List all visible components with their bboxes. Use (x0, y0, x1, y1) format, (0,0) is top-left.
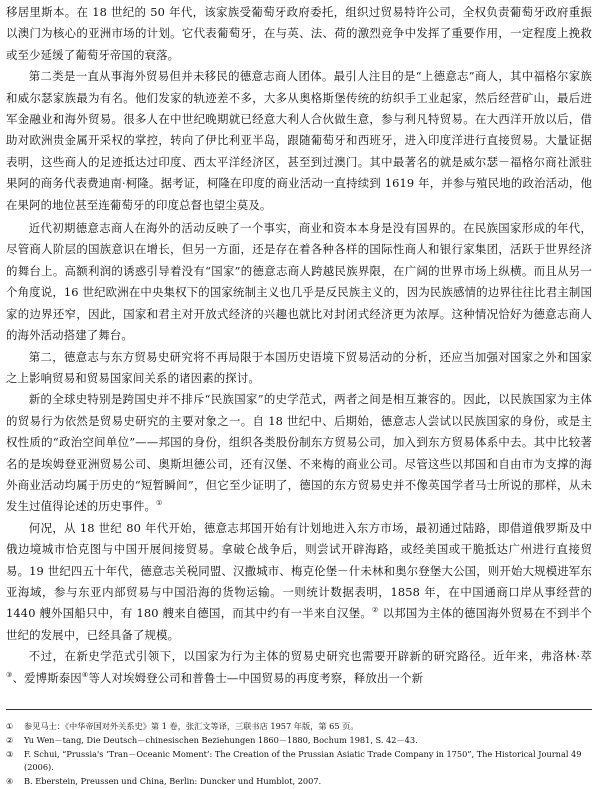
paragraph-1-text: 移居里斯本。在 18 世纪的 50 年代，该家族受葡萄牙政府委托，组织过贸易特许公司，全权负责葡萄牙政府重振以澳门为核心的亚洲市场的计划。它代表葡萄牙，在与英、法、荷的激烈竞争中发挥了重要作用，一定程度上挽救或至少延缓了葡萄牙帝国的衰落。 (6, 5, 592, 62)
footnote-separator (6, 709, 592, 710)
paragraph-7-text: 不过，在新史学范式引领下，以国家为行为主体的贸易史研究也需要开辟新的研究路径。近年来，弗洛林·萃 (28, 649, 592, 664)
paragraph-7 (6, 646, 592, 689)
footnote-1-mark: ① (6, 721, 14, 731)
paragraph-3-text: 近代初期德意志商人在海外的活动反映了一个事实，商业和资本本身是没有国界的。在民族国家形成的年代，尽管商人阶层的国族意识在增长，但另一方面，还是存在着各种各样的国际性商人和银行家集团，活跃于世界经济的舞台上。高额利润的诱惑引导着没有“国家”的德意志商人跨越民族界限，在广阔的世界市场上纵横。而且从另一个角度说，16 世纪欧洲在中央集权下的国家统制主义也几乎是反民族主义的，因为民族感情的边界往往比君主制国家的边界还窄，因此，国家和君主对开放式经济的兴趣也就比对封闭式经济更为浓厚。这种情况恰好为德意志商人的海外活动搭建了舞台。 (6, 221, 592, 343)
footnote-ref-4[interactable]: ④ (81, 669, 89, 679)
paragraph-5-text: 新的全球史特别是跨国史并不排斥“民族国家”的史学范式，两者之间是相互兼容的。因此，以民族国家为主体的贸易行为依然是贸易史研究的主要对象之一。自 18 世纪中、后期始，德意志人尝试以民族国家的身份，或是主权性质的“政治空间单位”——邦国的身份，组织各类股份制东方贸易公司，加入到东方贸易体系中去。其中比较著名的是埃姆登亚洲贸易公司、奥斯坦德公司，还有汉堡、不来梅的商业公司。尽管这些以邦国和自由市为支撑的海外商业活动均属于历史的“短暂瞬间”，但它至少证明了，德国的东方贸易史并不像英国学者马士所说的那样，从未发生过值得论述的历史事件。 (6, 392, 592, 514)
paragraph-7-tail: 等人对埃姆登公司和普鲁士—中国贸易的再度考察，释放出一个新 (88, 670, 424, 685)
footnote-4 (6, 775, 592, 789)
paragraph-2-text: 第二类是一直从事海外贸易但并未移民的德意志商人团体。最引人注目的是“上德意志”商人，其中福格尔家族和威尔瑟家族最为有名。他们发家的轨迹差不多，大多从奥格斯堡传统的纺织手工业起家，然后经营矿山，最后进军金融业和海外贸易。很多人在中世纪晚期就已经意大利人合伙做生意，参与利凡特贸易。在大西洋开放以后，借助对欧洲贵金属开采权的掌控，转向了伊比利亚半岛，跟随葡萄牙和西班牙，进入印度洋进行直接贸易。大量证据表明，这些商人的足迹抵达过印度、西太平洋经济区，甚至到过澳门。其中最著名的就是威尔瑟－福格尔商社派驻果阿的商务代表费迪南·柯隆。据考证，柯隆在印度的商业活动一直持续到 1619 年，并参与殖民地的政治活动，他在果阿的地位甚至连葡萄牙的印度总督也望尘莫及。 (6, 69, 592, 212)
footnote-3-mark: ③ (6, 748, 14, 759)
footnote-1-text: 参见马士：《中华帝国对外关系史》第 1 卷，张汇文等译，三联书店 1957 年版，第 65 页。 (24, 721, 359, 731)
footnote-ref-1[interactable]: ① (156, 498, 163, 508)
paragraph-6-tail: 以邦国为主体的德国海外贸易在不到半个世纪的发展中，已经具备了规模。 (6, 606, 592, 642)
footnote-3-continuation: (2006). (24, 762, 54, 773)
paragraph-4 (6, 347, 592, 390)
paragraph-5 (6, 389, 592, 517)
footnote-2-text: Yu Wen－tang, Die Deutsch－chinesischen Beziehungen 1860－1880, Bochum 1981, S. 42－43. (24, 734, 418, 745)
footnote-2-mark: ② (6, 734, 14, 745)
footnotes (6, 720, 592, 789)
footnote-2 (6, 734, 592, 748)
footnote-1 (6, 720, 592, 734)
footnote-4-mark: ④ (6, 776, 14, 787)
paragraph-6-text: 何况，从 18 世纪 80 年代开始，德意志邦国开始有计划地进入东方市场，最初通过陆路，即借道俄罗斯及中俄边境城市恰克图与中国开展间接贸易。拿破仑战争后，则尝试开辟海路，或经美国或干脆抵达广州进行直接贸易。19 世纪四五十年代，德意志关税同盟、汉撒城市、梅克伦堡－什未林和奥尔登堡大公国，则开始大规模进军东亚海域，参与东亚内部贸易与中国沿海的货物运输。一则统计数据表明，1858 年，在中国通商口岸从事经营的 1440 艘外国船只中，有 180 艘来自德国，而其中约有一半来自汉堡。 (6, 520, 592, 621)
paragraph-3 (6, 218, 592, 346)
paragraph-4-text: 第二，德意志与东方贸易史研究将不再局限于本国历史语境下贸易活动的分析，还应当加强对国家之外和国家之上影响贸易和贸易国家间关系的诸因素的探讨。 (6, 349, 592, 385)
footnote-4-text: B. Eberstein, Preussen und China, Berlin: Duncker und Humblot, 2007. (24, 776, 322, 787)
footnote-3 (6, 748, 592, 762)
paragraph-1 (6, 2, 592, 66)
footnote-ref-3[interactable]: ③ (6, 669, 13, 679)
footnote-ref-2[interactable]: ② (372, 605, 379, 615)
footnote-3-text: F. Schui, “Prussia's ‘Tran－Oceanic Moment’: The Creation of the Prussian Asiatic Trade Company in 1750”, The Historical Journal 49 (24, 748, 582, 759)
paragraph-6 (6, 518, 592, 646)
book-page (6, 2, 592, 787)
body-text (6, 2, 592, 689)
paragraph-2 (6, 66, 592, 216)
paragraph-7-mid: 、爱博斯泰因 (12, 670, 82, 685)
